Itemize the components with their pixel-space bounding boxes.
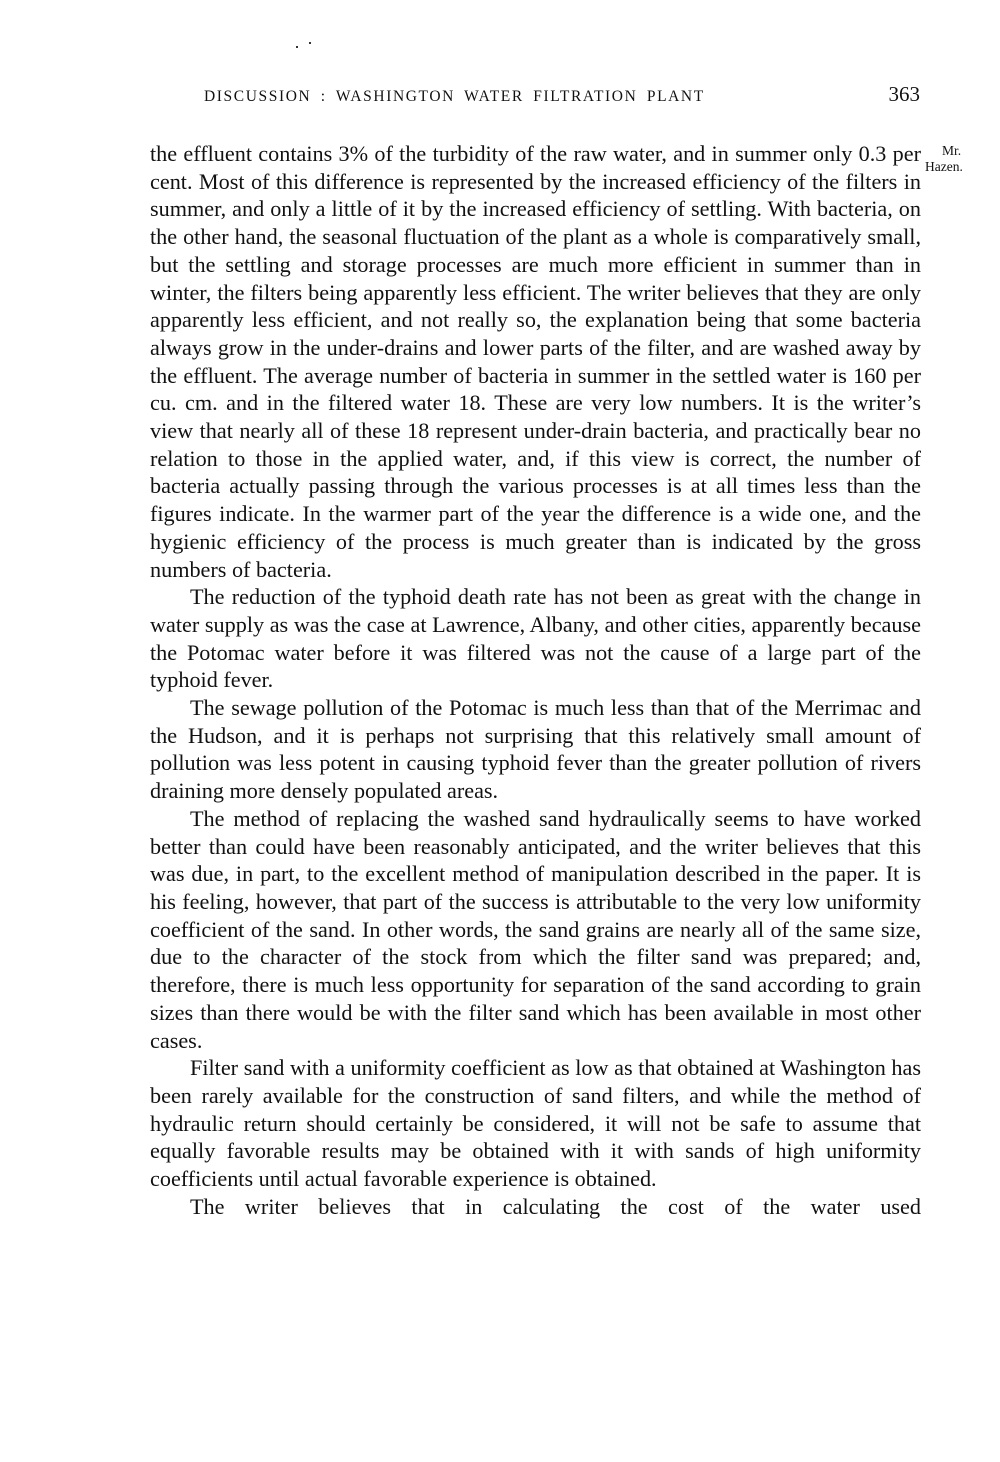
scan-specks	[296, 42, 316, 50]
paragraph-typhoid-reduction: The reduction of the typhoid death rate has not been as great with the change in water supply as was the case at Lawrence, Albany, and other cities, apparently because the Potomac water before it was filtered was not the cause of a large part of the typhoid fever.	[150, 584, 921, 693]
running-header	[204, 82, 920, 112]
margin-note-name: Hazen.	[925, 159, 963, 174]
paragraph-uniformity-coefficient: Filter sand with a uniformity coefficient as low as that obtained at Washington has been rarely available for the construction of sand filters, and while the method of hydraulic return should certainly be considered, it will not be safe to assume that equally favorable results may be obtained with it with sands of high uniformity coefficients until actual favorable experience is obtained.	[150, 1055, 921, 1192]
margin-note-speaker	[920, 143, 1000, 175]
running-title: DISCUSSION : WASHINGTON WATER FILTRATION PLANT	[204, 88, 705, 105]
paragraph-hydraulic-sand: The method of replacing the washed sand hydraulically seems to have worked better than could have been reasonably anticipated, and the writer believes that this was due, in part, to the excellent method of manipulation described in the paper. It is his feeling, however, that part of the success is attributable to the very low uniformity coefficient of the sand. In other words, the sand grains are nearly all of the same size, due to the character of the stock from which the filter sand was prepared; and, therefore, there is much less opportunity for separation of the sand according to grain sizes than there would be with the filter sand which has been available in most other cases.	[150, 805, 921, 1053]
margin-note-title: Mr.	[942, 143, 962, 158]
paragraph-continued: the effluent contains 3% of the turbidity of the raw water, and in summer only 0.3 per cent. Most of this difference is represented by the increased efficiency of the filters in summer, and only a little of it by the increased efficiency of settling. With bacteria, on the other hand, the seasonal fluctuation of the plant as a whole is comparatively small, but the settling and storage processes are much more efficient in summer than in winter, the filters being apparently less efficient. The writer believes that they are only apparently less efficient, and not really so, the explanation being that some bacteria always grow in the under-drains and lower parts of the filter, and are washed away by the effluent. The average number of bacteria in summer in the settled water is 160 per cu. cm. and in the filtered water 18. These are very low numbers. It is the writer’s view that nearly all of these 18 represent under-drain bacteria, and practically bear no relation to those in the applied water, and, if this view is correct, the number of bacteria actually passing through the various processes is at all times less than the figures indicate. In the warmer part of the year the difference is a wide one, and the hygienic efficiency of the process is much greater than is indicated by the gross numbers of bacteria.	[150, 141, 921, 582]
body-text	[150, 140, 921, 1220]
paragraph-sewage-pollution: The sewage pollution of the Potomac is much less than that of the Merrimac and the Hudson, and it is perhaps not surprising that this relatively small amount of pollution was less potent in causing typhoid fever than the greater pollution of rivers draining more densely populated areas.	[150, 695, 921, 804]
paragraph-cost-calculation: The writer believes that in calculating the cost of the water used	[190, 1193, 921, 1219]
scan-speck	[296, 46, 298, 48]
scan-speck	[309, 42, 311, 44]
page-number: 363	[888, 82, 920, 106]
